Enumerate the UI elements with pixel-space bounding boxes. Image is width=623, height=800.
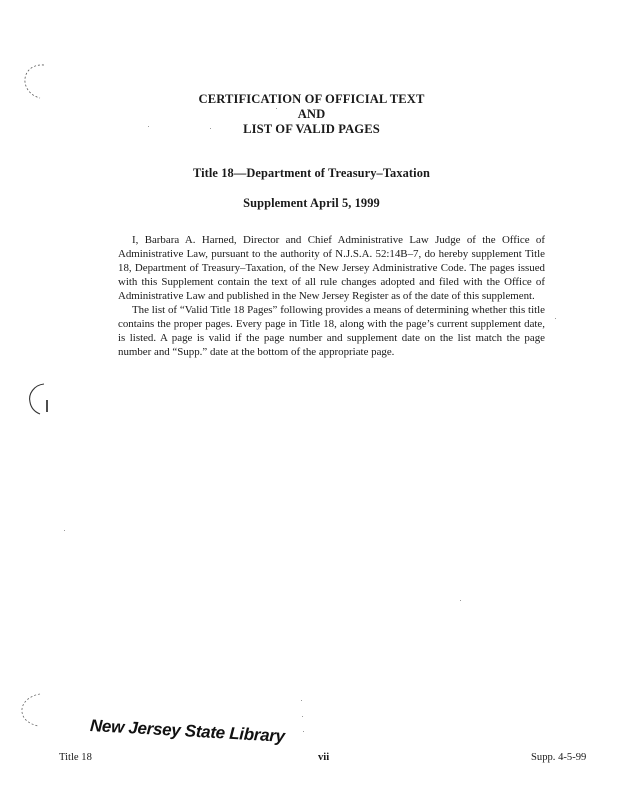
- heading-line-3: LIST OF VALID PAGES: [243, 122, 380, 136]
- supplement-date: Supplement April 5, 1999: [243, 196, 380, 210]
- footer-supp-date: Supp. 4-5-99: [531, 752, 587, 763]
- scan-speck: [301, 700, 302, 701]
- heading-line-2: AND: [297, 107, 326, 121]
- scan-speck: [555, 318, 556, 319]
- library-stamp: New Jersey State Library: [89, 716, 286, 746]
- document-title: Title 18—Department of Treasury–Taxation: [192, 166, 430, 180]
- binder-hole-bottom: [18, 692, 48, 732]
- heading-line-1: CERTIFICATION OF OFFICIAL TEXT: [198, 92, 425, 106]
- binder-hole-middle: [26, 382, 56, 422]
- valid-pages-paragraph: The list of “Valid Title 18 Pages” following provides a means of determining whether this title contains the proper pages. Every page in Title 18, along with the page’s current supplement date, is listed. A page is valid if the page number and supplement date on the list match the page number and “Supp.” date at the bottom of the appropriate page.: [118, 304, 545, 359]
- scan-speck: [302, 716, 303, 717]
- scan-speck: [303, 731, 304, 732]
- footer-title: Title 18: [59, 752, 92, 763]
- scan-speck: [460, 600, 461, 601]
- scan-speck: [64, 530, 65, 531]
- footer-page-number: vii: [318, 752, 330, 763]
- certification-paragraph: I, Barbara A. Harned, Director and Chief Administrative Law Judge of the Office of Administrative Law, pursuant to the authority of N.J.S.A. 52:14B–7, do hereby supplement Title 18, Department of Treasury–Taxation, of the New Jersey Administrative Code. The pages issued with this Supplement contain the text of all rule changes adopted and filed with the Office of Administrative Law and published in the New Jersey Register as of the date of this supplement.: [118, 234, 545, 303]
